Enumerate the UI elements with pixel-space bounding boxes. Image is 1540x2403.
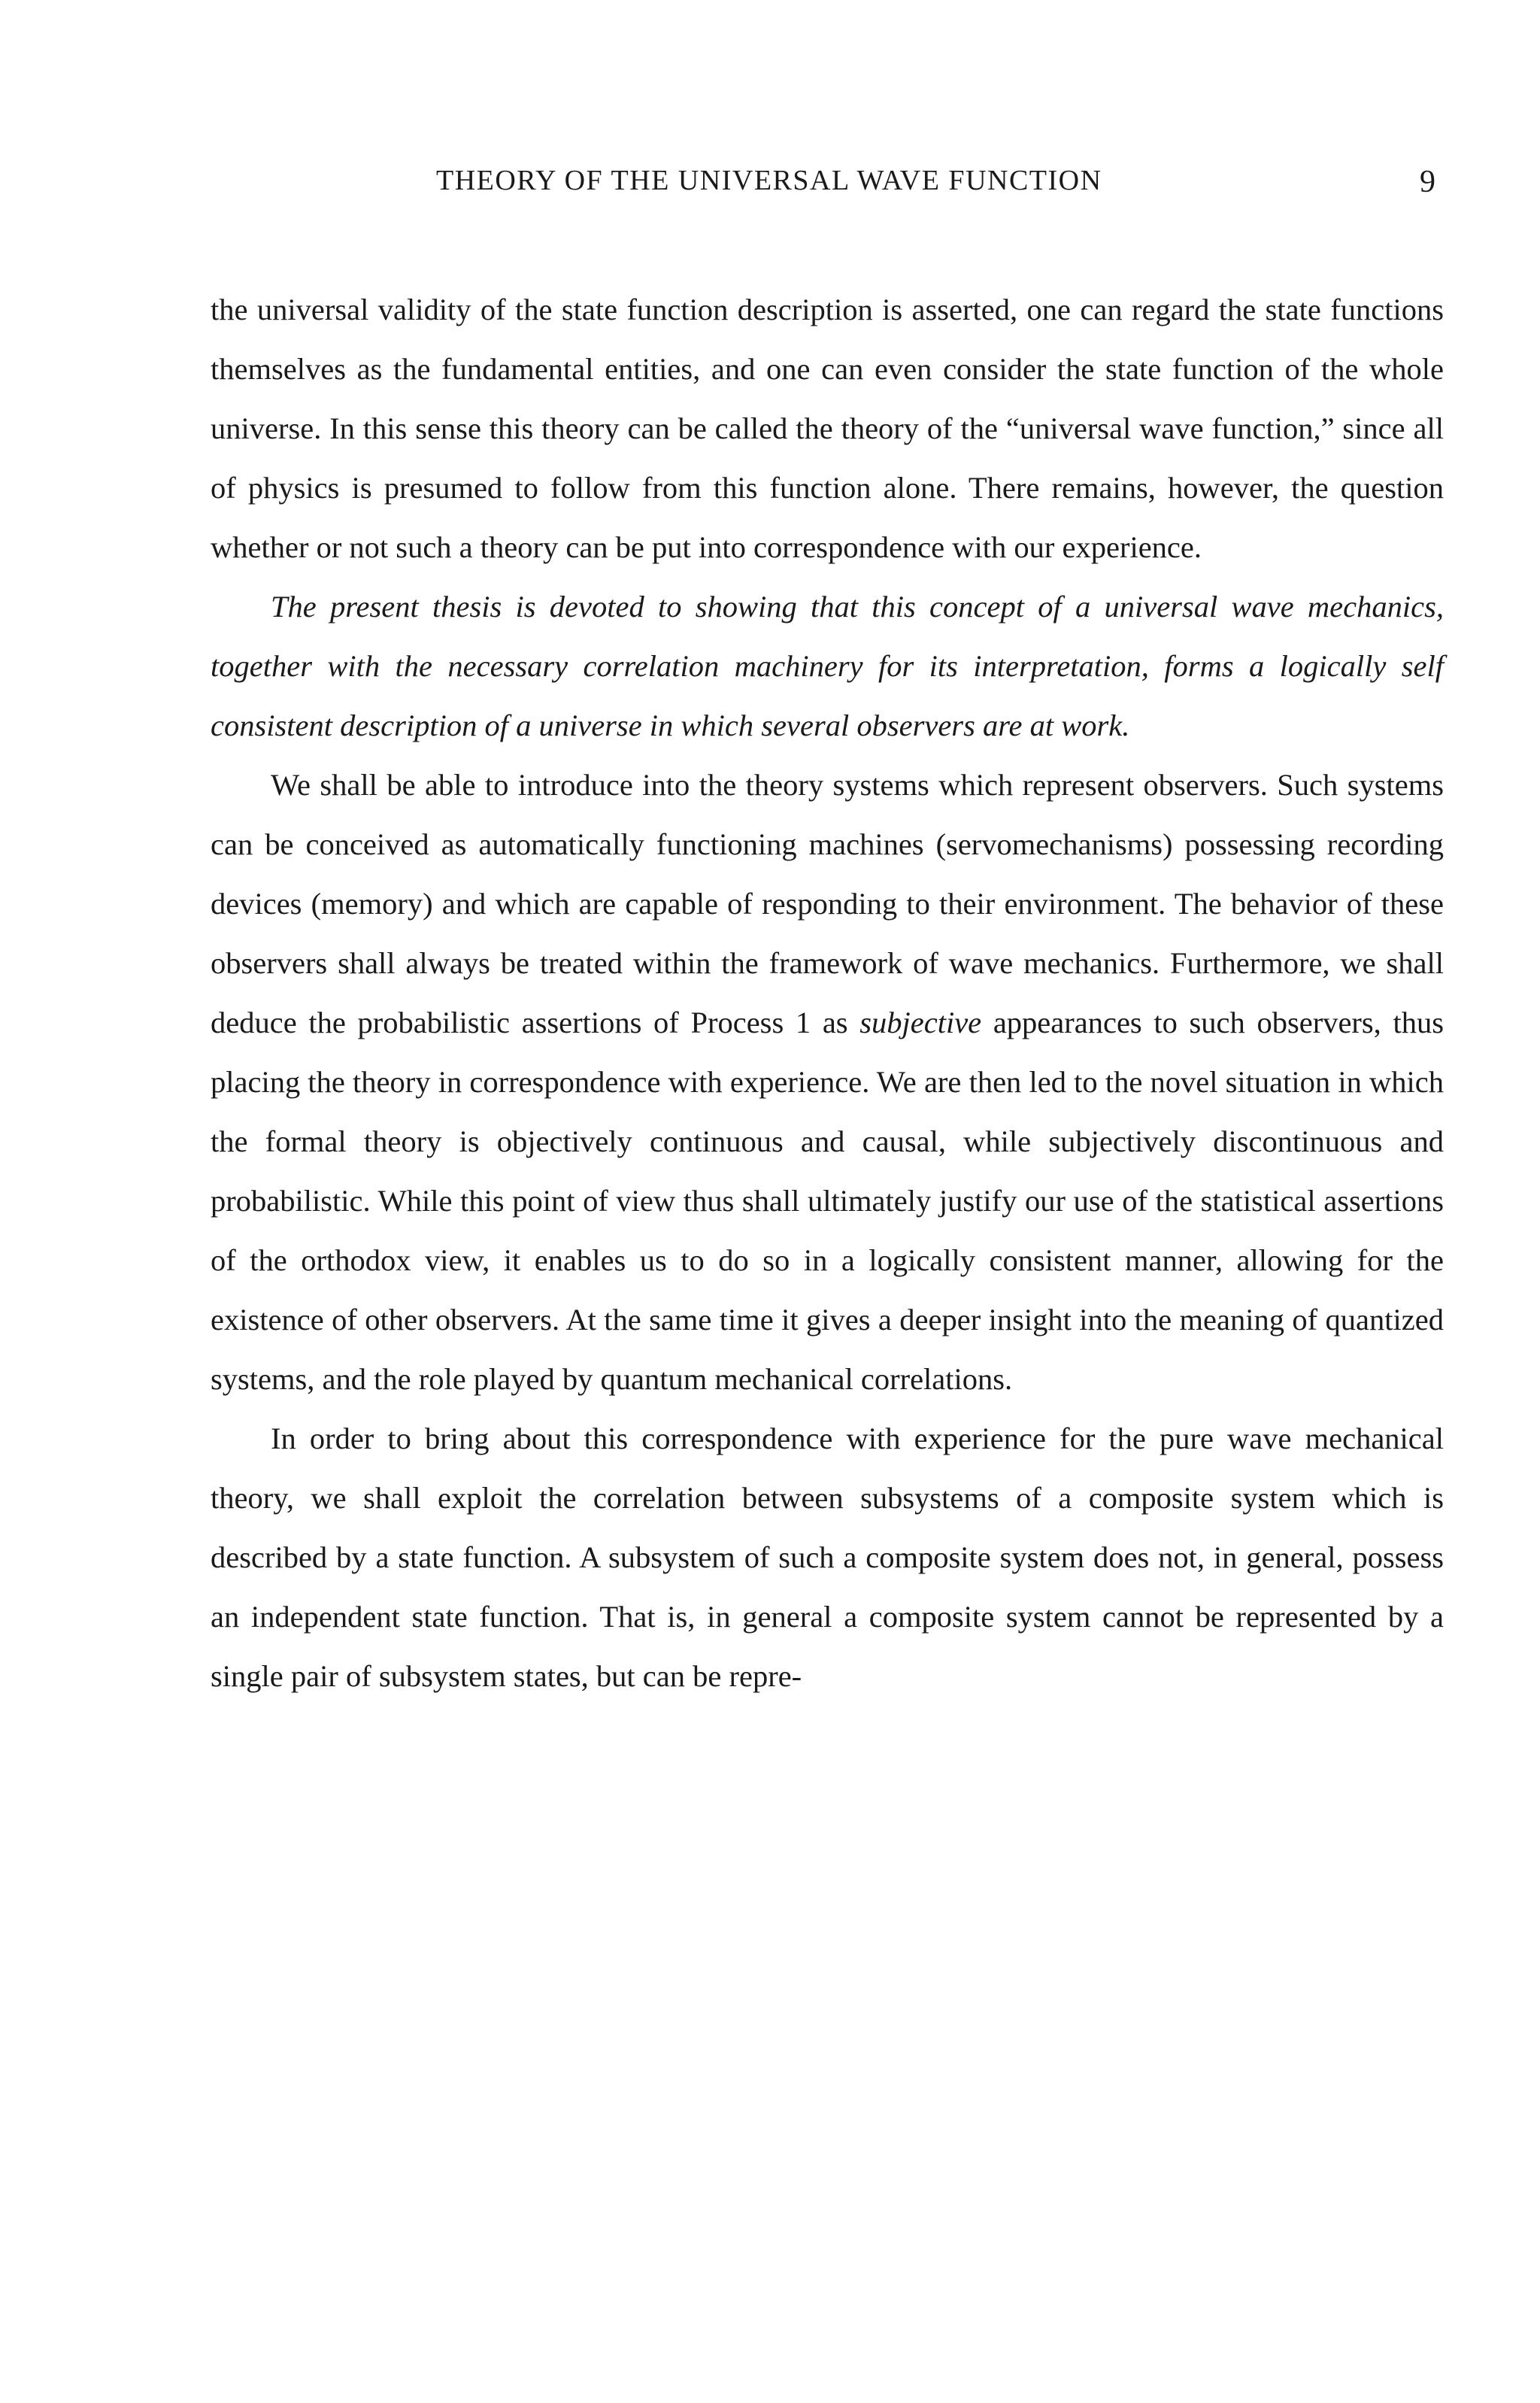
running-head-title: THEORY OF THE UNIVERSAL WAVE FUNCTION [436, 165, 1102, 196]
page-number: 9 [1420, 165, 1435, 199]
paragraph-2-text: The present thesis is devoted to showing that this concept of a universal wave mechanics, together with the necessary correlation machinery for its interpretation, forms a logically self consistent description of a universe in which several observers are at work. [211, 590, 1444, 742]
paragraph-1 [211, 280, 1444, 577]
paragraph-3-text-a: We shall be able to introduce into the theory systems which represent observers. Such systems can be conceived as automatically functioning machines (servomechanisms) possessing recording devices (memory) and which are capable of responding to their environment. The behavior of these observers shall always be treated within the framework of wave mechanics. Furthermore, we shall deduce the probabilistic assertions of Process 1 as [211, 768, 1444, 1039]
paragraph-4 [211, 1409, 1444, 1706]
paragraph-3-text-b: appearances to such observers, thus placing the theory in correspondence with experience. We are then led to the novel situation in which the formal theory is objectively continuous and causal, while subjectively discontinuous and probabilistic. While this point of view thus shall ultimately justify our use of the statistical assertions of the orthodox view, it enables us to do so in a logically consistent manner, allowing for the existence of other observers. At the same time it gives a deeper insight into the meaning of quantized systems, and the role played by quantum mechanical correlations. [211, 1006, 1444, 1396]
paragraph-3 [211, 755, 1444, 1409]
paragraph-2-thesis-statement [211, 577, 1444, 755]
body-text [211, 280, 1444, 1706]
paragraph-1-text: the universal validity of the state function description is asserted, one can regard the state functions themselves as the fundamental entities, and one can even consider the state function of the whole universe. In this sense this theory can be called the theory of the “universal wave function,” since all of physics is presumed to follow from this function alone. There remains, however, the question whether or not such a theory can be put into correspondence with our experience. [211, 293, 1444, 564]
paragraph-4-text: In order to bring about this correspondence with experience for the pure wave mechanical theory, we shall exploit the correlation between subsystems of a composite system which is described by a state function. A subsystem of such a composite system does not, in general, possess an independent state function. That is, in general a composite system cannot be represented by a single pair of subsystem states, but can be repre- [211, 1421, 1444, 1693]
paragraph-3-emphasis: subjective [859, 1006, 982, 1039]
